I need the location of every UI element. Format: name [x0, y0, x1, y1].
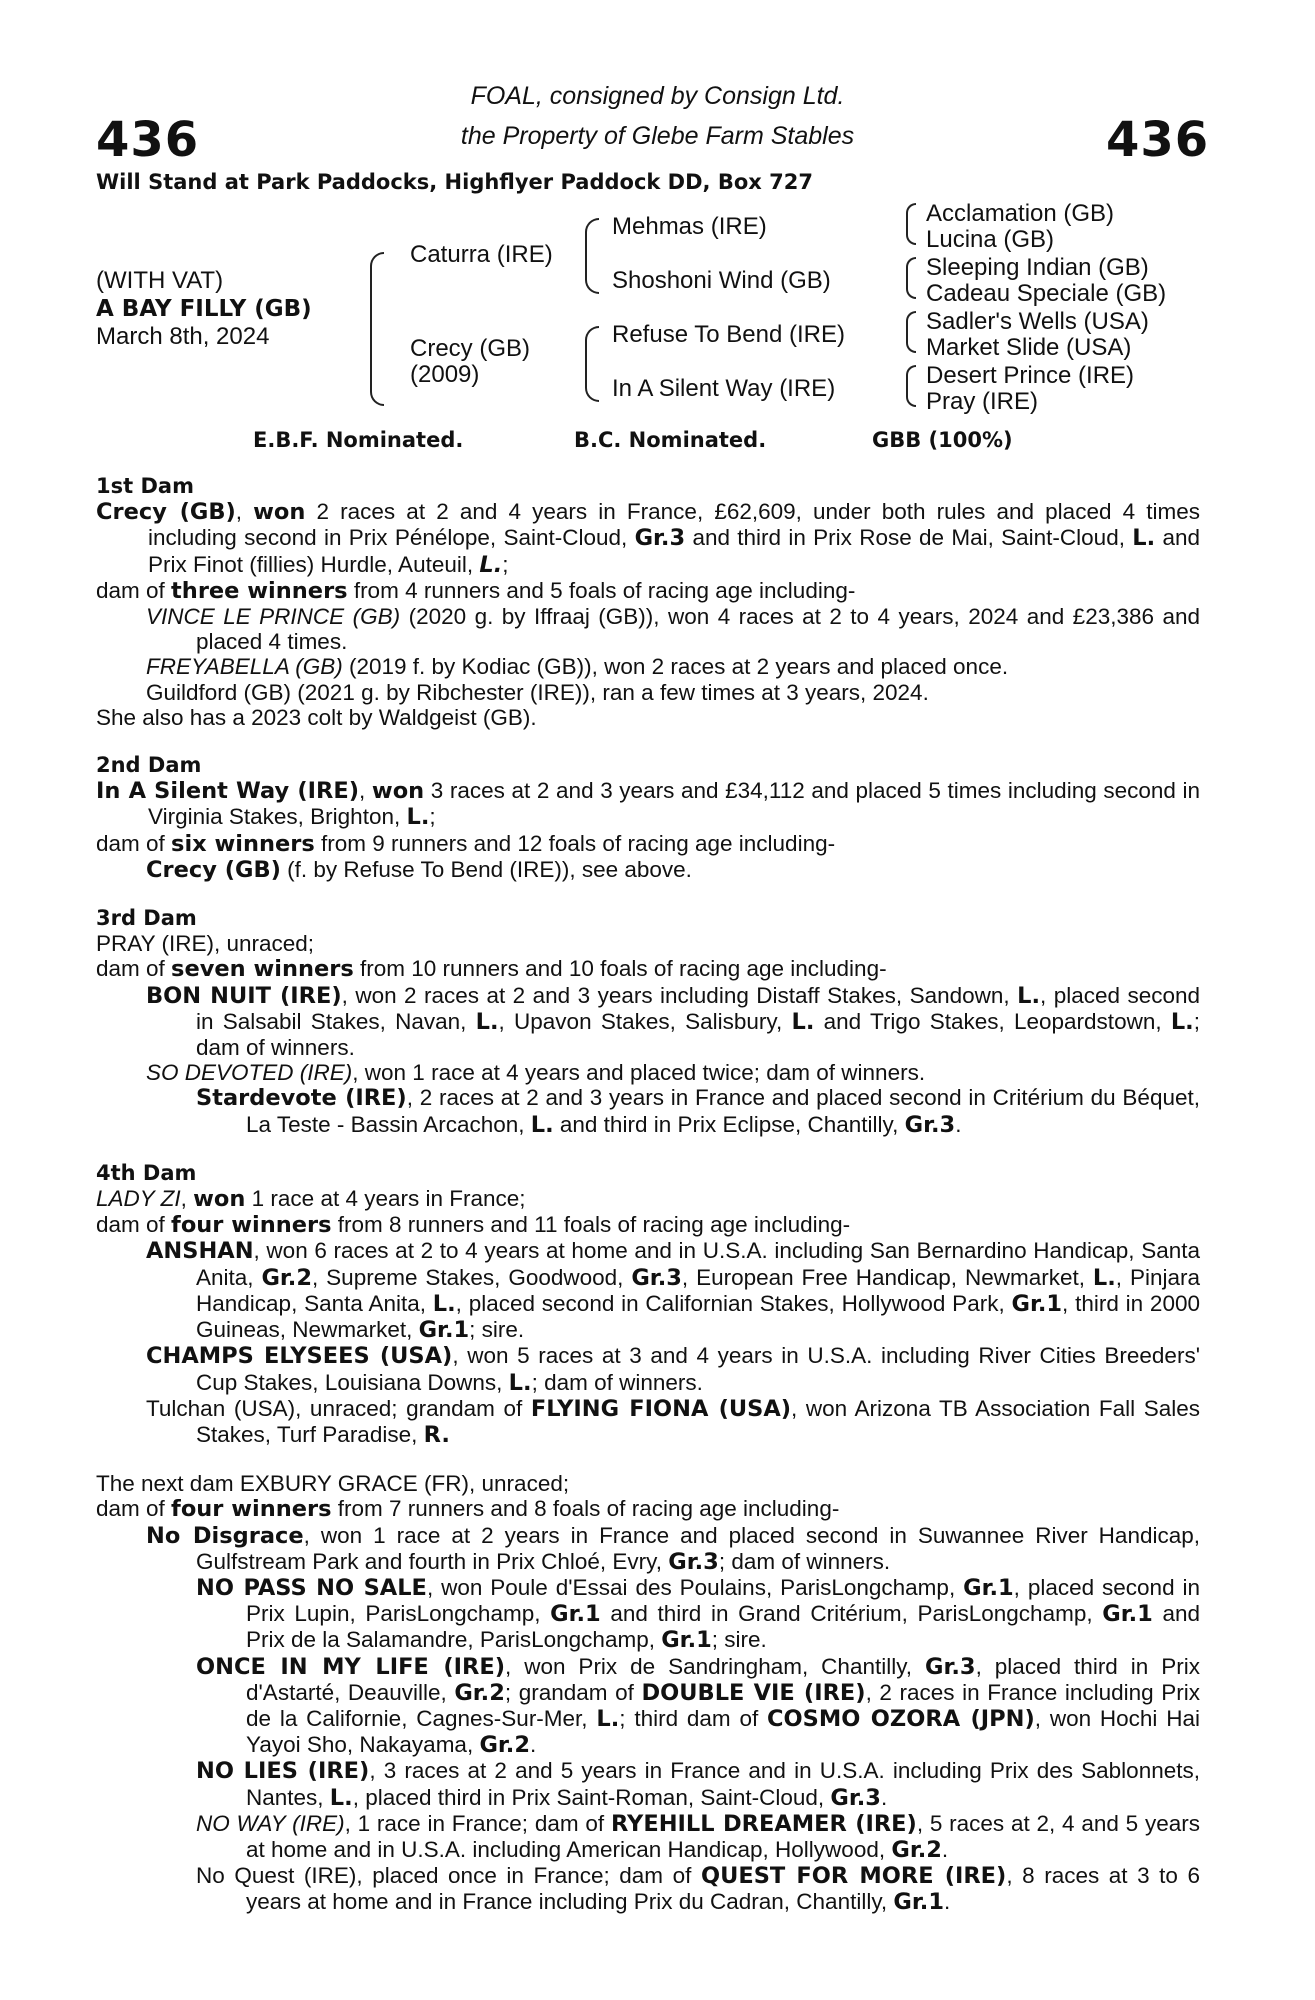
granddam-2: Cadeau Speciale (GB) — [926, 280, 1167, 307]
grandsire-2: Sleeping Indian (GB) — [926, 254, 1149, 281]
granddam-1: Lucina (GB) — [926, 226, 1055, 253]
dam-name: Crecy (GB) — [96, 499, 236, 526]
brace-g3 — [906, 311, 916, 353]
produce-entry: FREYABELLA (GB) (2019 f. by Kodiac (GB)), won 2 races at 2 years and placed once. — [146, 654, 1009, 680]
brace-g4 — [906, 365, 916, 407]
pedigree-brace-dam — [585, 326, 599, 402]
produce-entry: Guildford (GB) (2021 g. by Ribchester (IRE)), ran a few times at 3 years, 2024. — [146, 679, 929, 705]
produce-entry: SO DEVOTED (IRE), won 1 race at 4 years and placed twice; dam of winners. — [146, 1060, 926, 1086]
fourth-dam-record: LADY ZI, won 1 race at 4 years in France; — [96, 1186, 526, 1213]
produce-entry: NO LIES (IRE), 3 races at 2 and 5 years in France and in U.S.A. including Prix des Sablonnets, Nantes, L., placed third in Prix Saint-Roman, Saint-Cloud, Gr.3. — [196, 1758, 1200, 1811]
standing-location: Will Stand at Park Paddocks, Highflyer Paddock DD, Box 727 — [96, 170, 813, 194]
consignment-line-1: FOAL, consigned by Consign Ltd. — [470, 82, 845, 110]
second-dam-record: In A Silent Way (IRE), won 3 races at 2 and 3 years and £34,112 and placed 5 times including second in Virginia Stakes, Brighton, L.; — [96, 778, 1200, 831]
also-note: She also has a 2023 colt by Waldgeist (GB). — [96, 704, 537, 730]
produce-entry: CHAMPS ELYSEES (USA), won 5 races at 3 and 4 years in U.S.A. including River Cities Breeders' Cup Stakes, Louisiana Downs, L.; dam of winners. — [146, 1343, 1200, 1396]
produce-entry: NO PASS NO SALE, won Poule d'Essai des Poulains, ParisLongchamp, Gr.1, placed second in Prix Lupin, ParisLongchamp, Gr.1 and third in Grand Critérium, ParisLongchamp, Gr.1 and Prix de la Salamandre, ParisLongchamp, Gr.1; sire. — [196, 1574, 1201, 1654]
produce-entry: BON NUIT (IRE), won 2 races at 2 and 3 years including Distaff Stakes, Sandown, L., placed second in Salsabil Stakes, Navan, L., Upavon Stakes, Salisbury, L. and Trigo Stakes, Leopardstown, L.; dam of winners. — [146, 982, 1200, 1061]
fourth-dam-produce-summary: dam of four winners from 8 runners and 11 foals of racing age including- — [96, 1212, 851, 1239]
produce-entry: Tulchan (USA), unraced; grandam of FLYING FIONA (USA), won Arizona TB Association Fall Sales Stakes, Turf Paradise, R. — [146, 1395, 1200, 1448]
next-dam-line: The next dam EXBURY GRACE (FR), unraced; — [96, 1471, 570, 1497]
pedigree-brace-sire — [585, 218, 599, 294]
grandsire-3: Sadler's Wells (USA) — [926, 308, 1149, 335]
third-dam-heading: 3rd Dam — [96, 906, 197, 931]
produce-entry: No Quest (IRE), placed once in France; dam of QUEST FOR MORE (IRE), 8 races at 3 to 6 years at home and in France including Prix du Cadran, Chantilly, Gr.1. — [196, 1863, 1200, 1916]
sire-name: Caturra (IRE) — [410, 241, 553, 268]
first-dam-record: Crecy (GB), won 2 races at 2 and 4 years in France, £62,609, under both rules and placed 4 times including second in Prix Pénélope, Saint-Cloud, Gr.3 and third in Prix Rose de Mai, Saint-Cloud, L. and Prix Finot (fillies) Hurdle, Auteuil, L.; — [96, 499, 1200, 578]
first-dam-heading: 1st Dam — [96, 474, 194, 498]
foaling-date: March 8th, 2024 — [96, 323, 270, 350]
won-label: won — [253, 499, 306, 526]
sire-sire: Mehmas (IRE) — [612, 213, 767, 240]
ebf-nomination: E.B.F. Nominated. — [253, 428, 464, 452]
pedigree-brace-main — [370, 252, 384, 406]
lot-number-right: 436 — [1106, 112, 1210, 168]
produce-entry: ANSHAN, won 6 races at 2 to 4 years at home and in U.S.A. including San Bernardino Handicap, Santa Anita, Gr.2, Supreme Stakes, Goodwood, Gr.3, European Free Handicap, Newmarket, L., Pinjara Handicap, Santa Anita, L., placed second in Californian Stakes, Hollywood Park, Gr.1, third in 2000 Guineas, Newmarket, Gr.1; sire. — [146, 1238, 1200, 1344]
grandsire-1: Acclamation (GB) — [926, 200, 1115, 227]
produce-entry: No Disgrace, won 1 race at 2 years in France and placed second in Suwannee River Handicap, Gulfstream Park and fourth in Prix Chloé, Evry, Gr.3; dam of winners. — [146, 1522, 1201, 1575]
horse-name: A BAY FILLY (GB) — [96, 296, 312, 322]
granddam-3: Market Slide (USA) — [926, 334, 1132, 361]
dam-sire: Refuse To Bend (IRE) — [612, 321, 846, 348]
granddam-4: Pray (IRE) — [926, 388, 1039, 415]
dam-dam: In A Silent Way (IRE) — [612, 375, 836, 402]
produce-record — [96, 474, 1200, 1916]
grandsire-4: Desert Prince (IRE) — [926, 362, 1135, 389]
third-dam-produce-summary: dam of seven winners from 10 runners and 10 foals of racing age including- — [96, 956, 887, 983]
consignment-line-2: the Property of Glebe Farm Stables — [460, 122, 855, 150]
vat-note: (WITH VAT) — [96, 267, 224, 294]
dam-name: Crecy (GB) — [410, 335, 530, 362]
second-dam-heading: 2nd Dam — [96, 753, 202, 778]
produce-entry: ONCE IN MY LIFE (IRE), won Prix de Sandringham, Chantilly, Gr.3, placed third in Prix d'Astarté, Deauville, Gr.2; grandam of DOUBLE VIE (IRE), 2 races in France including Prix de la Californie, Cagnes-Sur-Mer, L.; third dam of COSMO OZORA (JPN), won Hochi Hai Yayoi Sho, Nakayama, Gr.2. — [196, 1653, 1201, 1759]
sire-dam: Shoshoni Wind (GB) — [612, 267, 831, 294]
produce-entry: VINCE LE PRINCE (GB) (2020 g. by Iffraaj (GB)), won 4 races at 2 to 4 years, 2024 and £23,386 and placed 4 times. — [146, 604, 1200, 655]
produce-entry: Crecy (GB) (f. by Refuse To Bend (IRE)), see above. — [146, 856, 692, 883]
brace-g1 — [906, 203, 916, 245]
dam-year: (2009) — [410, 361, 480, 388]
next-dam-produce-summary: dam of four winners from 7 runners and 8 foals of racing age including- — [96, 1496, 840, 1523]
second-dam-produce-summary: dam of six winners from 9 runners and 12 foals of racing age including- — [96, 830, 836, 857]
lot-number-left: 436 — [96, 112, 200, 168]
first-dam-produce-summary: dam of three winners from 4 runners and 5 foals of racing age including- — [96, 577, 856, 604]
bc-nomination: B.C. Nominated. — [574, 428, 767, 452]
produce-entry: NO WAY (IRE), 1 race in France; dam of RYEHILL DREAMER (IRE), 5 races at 2, 4 and 5 years at home and in U.S.A. including American Handicap, Hollywood, Gr.2. — [196, 1810, 1201, 1863]
brace-g2 — [906, 257, 916, 299]
third-dam-line: PRAY (IRE), unraced; — [96, 931, 315, 957]
produce-entry: Stardevote (IRE), 2 races at 2 and 3 years in France and placed second in Critérium du Béquet, La Teste - Bassin Arcachon, L. and third in Prix Eclipse, Chantilly, Gr.3. — [196, 1085, 1200, 1138]
fourth-dam-heading: 4th Dam — [96, 1160, 197, 1185]
gbb-rating: GBB (100%) — [872, 428, 1013, 452]
